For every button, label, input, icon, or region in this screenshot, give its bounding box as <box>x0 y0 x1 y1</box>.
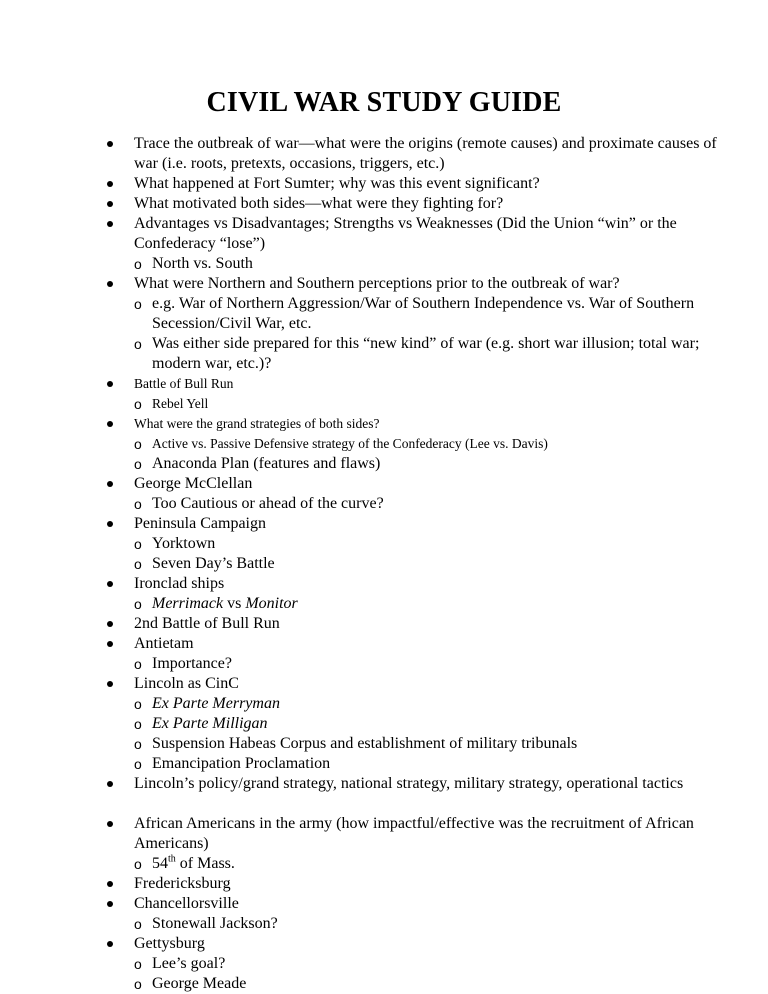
sub-bullet-icon: o <box>134 956 142 972</box>
list-item <box>107 614 727 634</box>
list-item <box>107 894 727 914</box>
sub-item-text: George Meade <box>152 975 247 992</box>
sub-item-text: Active vs. Passive Defensive strategy of the Confederacy (Lee vs. Davis) <box>152 436 548 451</box>
list-item <box>107 574 727 594</box>
list-item <box>107 174 727 194</box>
sub-item <box>107 494 727 514</box>
item-text: Antietam <box>134 635 194 652</box>
bullet-icon <box>107 581 113 587</box>
bullet-icon <box>107 621 113 627</box>
ship-name-monitor: Monitor <box>245 595 298 612</box>
regiment-rest: of Mass. <box>175 855 235 872</box>
bullet-icon <box>107 821 113 827</box>
sub-item <box>107 694 727 714</box>
sub-item <box>107 714 727 734</box>
sub-item <box>107 734 727 754</box>
sub-bullet-icon: o <box>134 856 142 872</box>
bullet-icon <box>107 641 113 647</box>
sub-item-text: Ex Parte Milligan <box>152 715 268 732</box>
sub-bullet-icon: o <box>134 296 142 312</box>
sub-item <box>107 954 727 974</box>
list-item <box>107 774 727 794</box>
item-text: George McClellan <box>134 475 253 492</box>
bullet-icon <box>107 781 113 787</box>
sub-item <box>107 454 727 474</box>
sub-item-text: Emancipation Proclamation <box>152 755 331 772</box>
bullet-icon <box>107 881 113 887</box>
list-item <box>107 934 727 954</box>
list-item <box>107 674 727 694</box>
list-item <box>107 414 727 434</box>
list-item <box>107 214 727 254</box>
sub-bullet-icon: o <box>134 436 142 452</box>
sub-bullet-icon: o <box>134 556 142 572</box>
sub-bullet-icon: o <box>134 916 142 932</box>
sub-item <box>107 754 727 774</box>
item-text: What were Northern and Southern perceptions prior to the outbreak of war? <box>134 275 620 292</box>
item-text: Chancellorsville <box>134 895 239 912</box>
sub-item <box>107 914 727 934</box>
bullet-icon <box>107 381 113 387</box>
item-text: Lincoln’s policy/grand strategy, national strategy, military strategy, operational tactics <box>134 775 684 792</box>
regiment-number: 54 <box>152 855 168 872</box>
bullet-icon <box>107 181 113 187</box>
page-title: CIVIL WAR STUDY GUIDE <box>206 87 562 118</box>
item-text: Fredericksburg <box>134 875 231 892</box>
list-item <box>107 134 727 174</box>
ship-name-merrimack: Merrimack <box>152 595 224 612</box>
sub-item-text: e.g. War of Northern Aggression/War of Southern Independence vs. War of Southern Secession/Civil War, etc. <box>152 295 695 332</box>
item-text: Peninsula Campaign <box>134 515 266 532</box>
sub-item-text: Seven Day’s Battle <box>152 555 275 572</box>
sub-item <box>107 394 727 414</box>
ordinal-suffix: th <box>168 853 176 865</box>
sub-item-text: Was either side prepared for this “new kind” of war (e.g. short war illusion; total war; modern war, etc.)? <box>152 335 700 372</box>
sub-bullet-icon: o <box>134 696 142 712</box>
sub-bullet-icon: o <box>134 536 142 552</box>
item-text: What motivated both sides—what were they fighting for? <box>134 195 504 212</box>
item-text: What happened at Fort Sumter; why was this event significant? <box>134 175 540 192</box>
bullet-icon <box>107 201 113 207</box>
sub-item <box>107 434 727 454</box>
bullet-icon <box>107 281 113 287</box>
sub-item-text: Too Cautious or ahead of the curve? <box>152 495 384 512</box>
sub-item-text: Suspension Habeas Corpus and establishment of military tribunals <box>152 735 578 752</box>
item-text: Lincoln as CinC <box>134 675 239 692</box>
item-text: Advantages vs Disadvantages; Strengths vs Weaknesses (Did the Union “win” or the Confederacy “lose”) <box>134 215 677 252</box>
item-text: 2nd Battle of Bull Run <box>134 615 280 632</box>
item-text: What were the grand strategies of both sides? <box>134 416 380 431</box>
sub-item <box>107 254 727 274</box>
sub-bullet-icon: o <box>134 656 142 672</box>
sub-item-text: Yorktown <box>152 535 216 552</box>
sub-item-text: Lee’s goal? <box>152 955 226 972</box>
sub-bullet-icon: o <box>134 456 142 472</box>
bullet-icon <box>107 901 113 907</box>
sub-bullet-icon: o <box>134 496 142 512</box>
list-item <box>107 814 727 854</box>
sub-item <box>107 594 727 614</box>
sub-bullet-icon: o <box>134 336 142 352</box>
sub-bullet-icon: o <box>134 596 142 612</box>
item-text: Battle of Bull Run <box>134 376 234 391</box>
sub-item <box>107 654 727 674</box>
bullet-icon <box>107 681 113 687</box>
sub-bullet-icon: o <box>134 256 142 272</box>
sub-item <box>107 974 727 994</box>
sub-bullet-icon: o <box>134 756 142 772</box>
sub-bullet-icon: o <box>134 736 142 752</box>
sub-item <box>107 854 727 874</box>
item-text: Gettysburg <box>134 935 205 952</box>
item-text: African Americans in the army (how impactful/effective was the recruitment of African Americans) <box>134 815 694 852</box>
bullet-icon <box>107 481 113 487</box>
sub-bullet-icon: o <box>134 976 142 992</box>
versus-text: vs <box>223 595 246 612</box>
item-text: Trace the outbreak of war—what were the origins (remote causes) and proximate causes of war (i.e. roots, pretexts, occasions, triggers, etc.) <box>134 135 717 172</box>
bullet-icon <box>107 421 113 427</box>
list-item <box>107 194 727 214</box>
bullet-icon <box>107 141 113 147</box>
sub-item <box>107 554 727 574</box>
study-guide-list <box>107 134 727 994</box>
bullet-icon <box>107 221 113 227</box>
sub-item-text: Anaconda Plan (features and flaws) <box>152 455 381 472</box>
sub-item-text: Stonewall Jackson? <box>152 915 278 932</box>
sub-item <box>107 534 727 554</box>
list-item <box>107 634 727 654</box>
list-item <box>107 874 727 894</box>
sub-item-text: Ex Parte Merryman <box>152 695 280 712</box>
list-item <box>107 374 727 394</box>
list-item <box>107 274 727 294</box>
bullet-icon <box>107 521 113 527</box>
sub-bullet-icon: o <box>134 396 142 412</box>
sub-item-text: Rebel Yell <box>152 396 209 411</box>
sub-item <box>107 334 727 374</box>
list-item <box>107 514 727 534</box>
sub-item-text: Importance? <box>152 655 232 672</box>
sub-bullet-icon: o <box>134 716 142 732</box>
list-item <box>107 474 727 494</box>
bullet-icon <box>107 941 113 947</box>
sub-item <box>107 294 727 334</box>
item-text: Ironclad ships <box>134 575 225 592</box>
sub-item-text: North vs. South <box>152 255 253 272</box>
